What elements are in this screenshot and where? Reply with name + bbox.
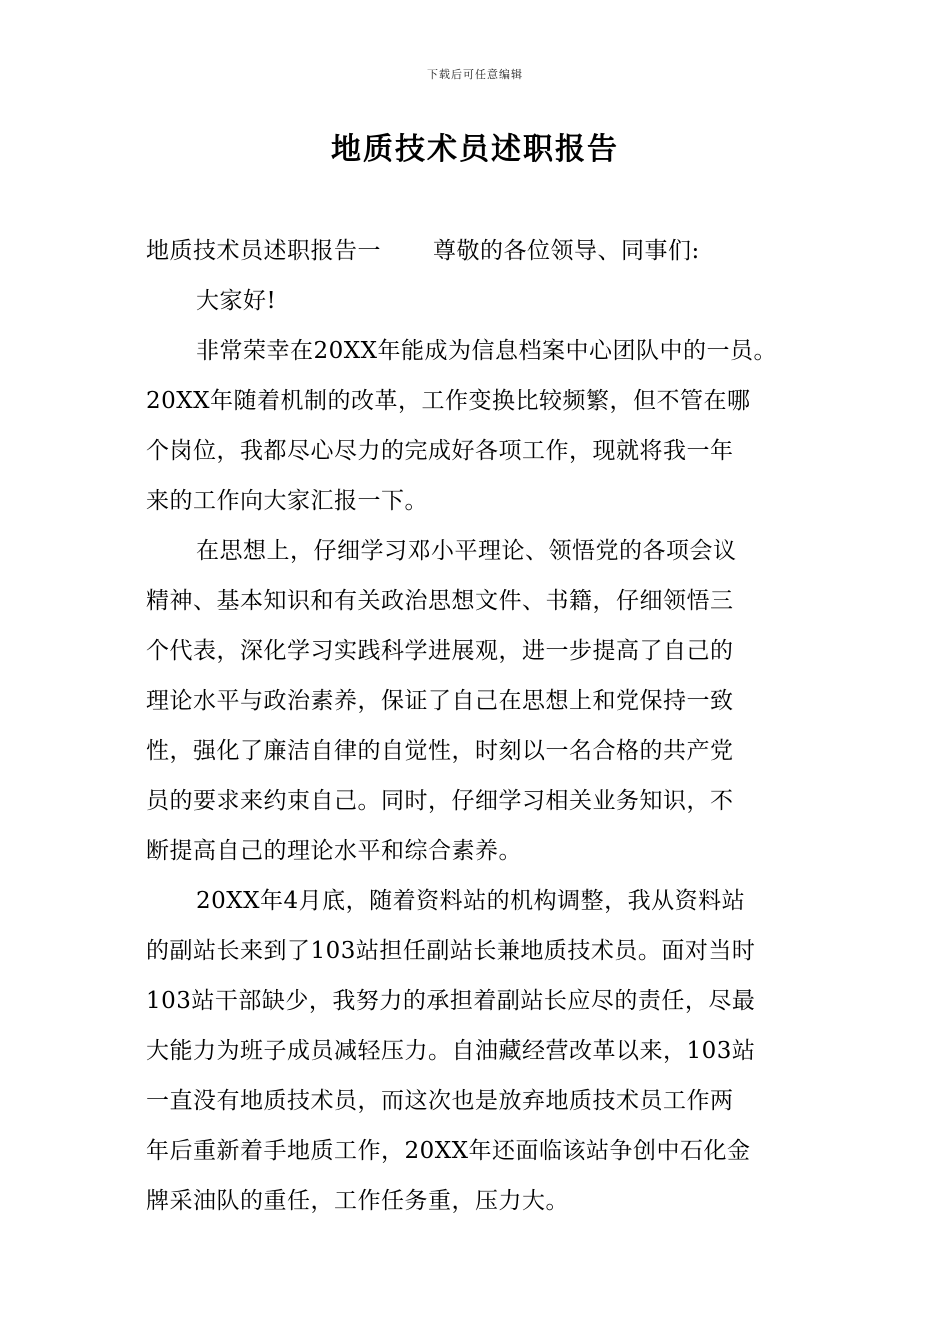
paragraph-line: 20XX年随着机制的改革，工作变换比较频繁，但不管在哪 — [146, 388, 751, 414]
paragraph-line: 大家好! — [196, 288, 277, 314]
greeting-paragraph — [146, 276, 816, 326]
paragraph-line: 一直没有地质技术员，而这次也是放弃地质技术员工作两 — [146, 1088, 734, 1114]
paragraph-line: 在思想上，仔细学习邓小平理论、领悟党的各项会议 — [196, 538, 737, 564]
salutation: 尊敬的各位领导、同事们: — [433, 238, 700, 264]
work-paragraph — [146, 876, 816, 1226]
paragraph-line: 牌采油队的重任，工作任务重，压力大。 — [146, 1188, 569, 1214]
paragraph-line: 精神、基本知识和有关政治思想文件、书籍，仔细领悟三 — [146, 588, 734, 614]
paragraph-line: 性，强化了廉洁自律的自觉性，时刻以一名合格的共产党 — [146, 738, 734, 764]
document-title: 地质技术员述职报告 — [331, 132, 619, 167]
intro-paragraph — [146, 326, 816, 526]
paragraph-line: 来的工作向大家汇报一下。 — [146, 488, 428, 514]
paragraph-line: 大能力为班子成员减轻压力。自油藏经营改革以来，103站 — [146, 1038, 756, 1064]
paragraph-line: 年后重新着手地质工作，20XX年还面临该站争创中石化金 — [146, 1138, 751, 1164]
paragraph-line: 103站干部缺少，我努力的承担着副站长应尽的责任，尽最 — [146, 988, 756, 1014]
opening-line — [146, 226, 816, 276]
paragraph-line: 个代表，深化学习实践科学进展观，进一步提高了自己的 — [146, 638, 734, 664]
opening-label: 地质技术员述职报告一 — [146, 238, 381, 264]
paragraph-line: 断提高自己的理论水平和综合素养。 — [146, 838, 522, 864]
thought-paragraph — [146, 526, 816, 876]
paragraph-line: 20XX年4月底，随着资料站的机构调整，我从资料站 — [196, 888, 746, 914]
document-body — [146, 226, 816, 1226]
paragraph-line: 理论水平与政治素养，保证了自己在思想上和党保持一致 — [146, 688, 734, 714]
paragraph-line: 个岗位，我都尽心尽力的完成好各项工作，现就将我一年 — [146, 438, 734, 464]
paragraph-line: 员的要求来约束自己。同时，仔细学习相关业务知识，不 — [146, 788, 734, 814]
paragraph-line: 非常荣幸在20XX年能成为信息档案中心团队中的一员。 — [196, 338, 778, 364]
paragraph-line: 的副站长来到了103站担任副站长兼地质技术员。面对当时 — [146, 938, 756, 964]
header-note: 下载后可任意编辑 — [427, 68, 523, 81]
